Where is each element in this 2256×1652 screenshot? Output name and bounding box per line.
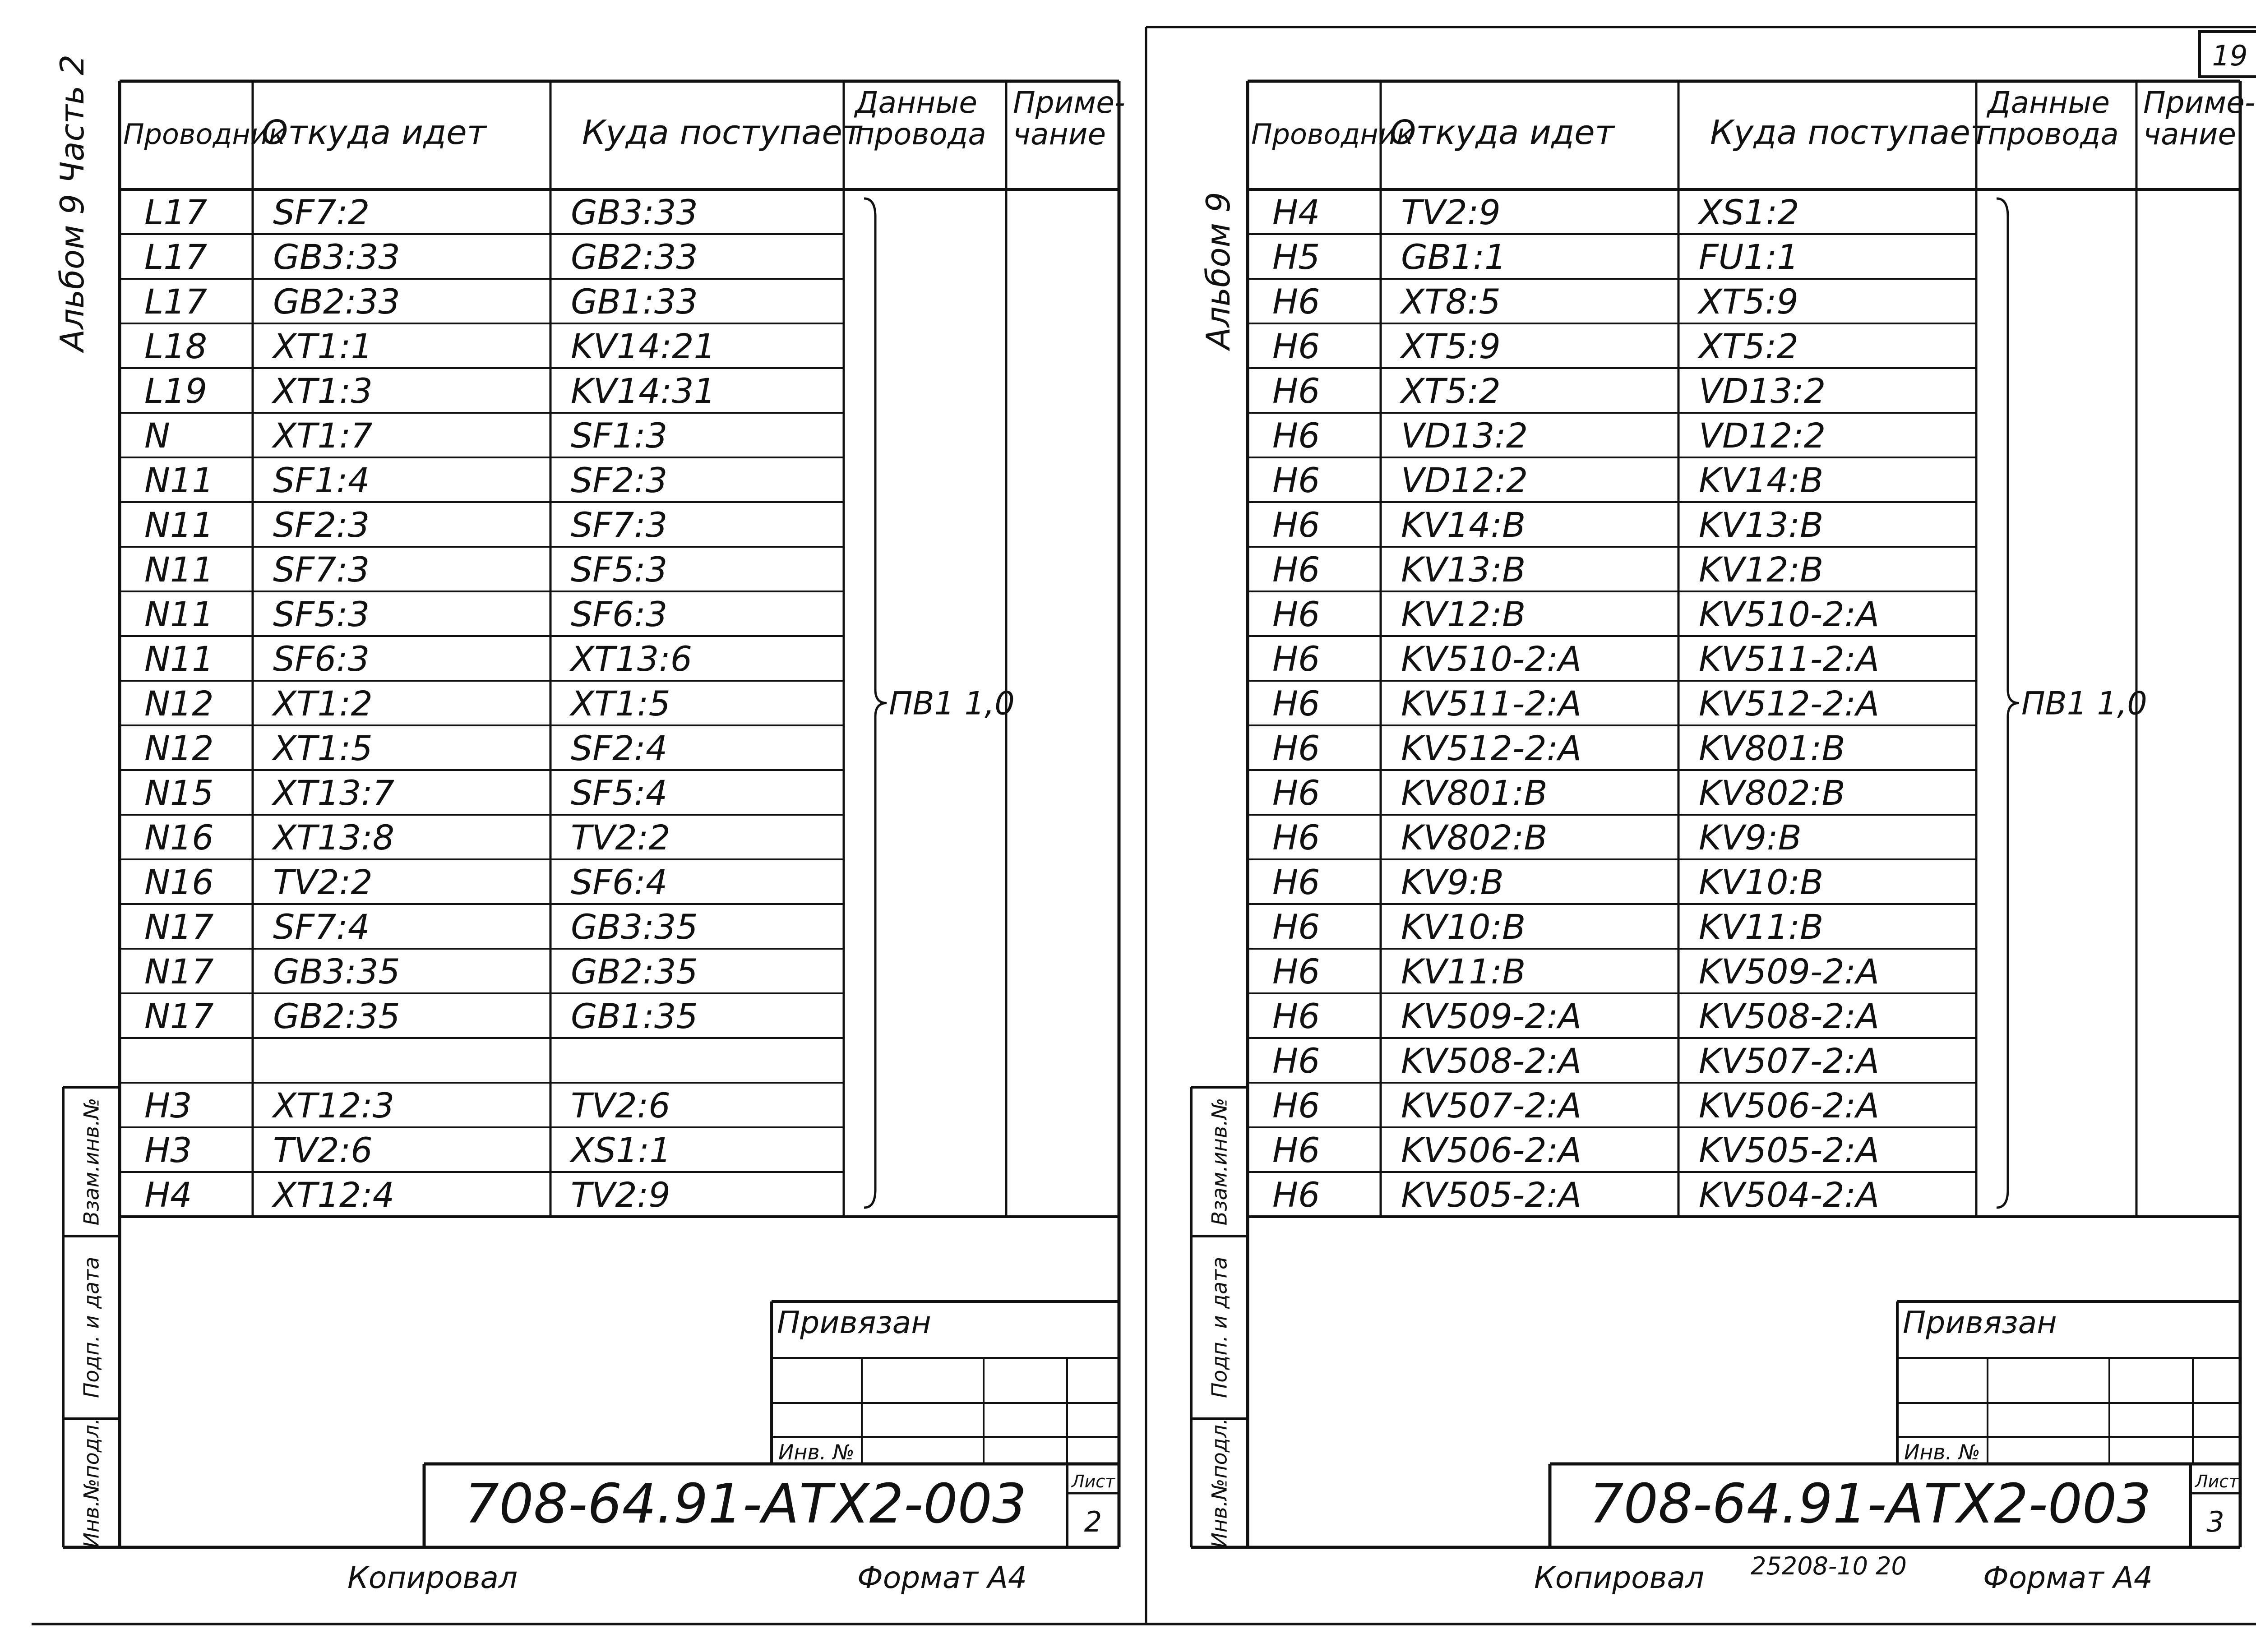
- cell-to: KV11:B: [1699, 907, 1824, 947]
- cell-to: KV506-2:A: [1699, 1085, 1880, 1126]
- side-stamp-label: Подп. и дата: [1207, 1256, 1232, 1398]
- cell-to: GB2:33: [571, 237, 698, 277]
- sheet-number: 2: [1084, 1505, 1102, 1538]
- header-wire-data: провода: [855, 117, 986, 152]
- table-row: [1272, 1085, 1879, 1126]
- bind-label: Привязан: [1903, 1305, 2057, 1341]
- cell-from: KV507-2:A: [1401, 1085, 1582, 1126]
- cell-to: TV2:9: [571, 1175, 670, 1215]
- cell-from: SF2:3: [273, 505, 370, 545]
- table-row: [1272, 1130, 1879, 1170]
- footer-copied: Копировал: [347, 1560, 518, 1595]
- cell-from: GB3:33: [273, 237, 400, 277]
- footer-format: Формат А4: [1983, 1560, 2153, 1595]
- table-row: [1272, 996, 1879, 1036]
- cell-conductor: N15: [144, 773, 214, 813]
- cell-conductor: H6: [1272, 817, 1320, 858]
- table-row: [1272, 773, 1845, 813]
- cell-to: SF5:4: [571, 773, 668, 813]
- cell-conductor: H6: [1272, 639, 1320, 679]
- cell-to: GB2:35: [571, 951, 698, 992]
- header-wire-data: Данные: [855, 85, 978, 120]
- cell-from: KV506-2:A: [1401, 1130, 1582, 1171]
- table-row: [144, 460, 667, 500]
- cell-to: KV12:B: [1699, 549, 1824, 590]
- cell-to: XT1:5: [571, 683, 670, 724]
- cell-conductor: H5: [1272, 237, 1320, 277]
- table-row: [1272, 192, 1799, 232]
- side-stamp-label: Взам.инв.№: [1207, 1098, 1232, 1226]
- cell-from: SF1:4: [273, 460, 370, 501]
- cell-from: VD12:2: [1401, 460, 1528, 501]
- cell-to: VD12:2: [1699, 415, 1826, 456]
- cell-from: KV511-2:A: [1401, 683, 1582, 724]
- cell-conductor: H3: [144, 1085, 192, 1126]
- table-row: [1272, 505, 1823, 545]
- cell-from: XT8:5: [1401, 281, 1501, 322]
- table-row: [144, 371, 716, 411]
- side-stamp-label: Инв.№подл.: [79, 1418, 104, 1548]
- table-row: [144, 549, 667, 590]
- header-wire-data: Данные: [1988, 85, 2110, 120]
- cell-conductor: H6: [1272, 415, 1320, 456]
- header-conductor: Проводник: [123, 118, 286, 151]
- table-row: [1272, 237, 1799, 277]
- cell-to: KV504-2:A: [1699, 1175, 1880, 1215]
- cell-conductor: H6: [1272, 460, 1320, 501]
- table-row: [144, 594, 667, 634]
- cell-from: XT13:7: [273, 773, 395, 813]
- table-row: [144, 237, 698, 277]
- cell-conductor: H6: [1272, 773, 1320, 813]
- cell-from: KV13:B: [1401, 549, 1526, 590]
- cell-from: KV802:B: [1401, 817, 1548, 858]
- cell-to: XS1:1: [571, 1130, 671, 1171]
- cell-to: GB1:33: [571, 281, 698, 322]
- wire-data-value: ПВ1 1,0: [2021, 685, 2147, 722]
- header-to: Куда поступает: [1710, 113, 1990, 152]
- table-row: [1272, 951, 1879, 992]
- cell-conductor: H6: [1272, 505, 1320, 545]
- table-row: [1272, 728, 1845, 768]
- cell-to: KV507-2:A: [1699, 1041, 1880, 1081]
- cell-from: KV14:B: [1401, 505, 1526, 545]
- cell-conductor: N17: [144, 951, 214, 992]
- table-row: [144, 192, 698, 232]
- cell-from: XT5:2: [1401, 371, 1501, 411]
- sheet-number: 3: [2206, 1505, 2224, 1538]
- cell-to: KV10:B: [1699, 862, 1824, 903]
- table-row: [1272, 817, 1802, 858]
- cell-conductor: H4: [1272, 192, 1320, 233]
- cell-conductor: H6: [1272, 1130, 1320, 1171]
- cell-from: XT13:8: [273, 817, 395, 858]
- cell-to: SF6:4: [571, 862, 668, 903]
- cell-from: XT5:9: [1401, 326, 1501, 367]
- cell-from: SF6:3: [273, 639, 370, 679]
- table-row: [144, 996, 698, 1036]
- cell-to: GB1:35: [571, 996, 698, 1037]
- cell-from: KV512-2:A: [1401, 728, 1582, 769]
- cell-to: KV508-2:A: [1699, 996, 1880, 1037]
- header-note: Приме-: [1013, 85, 1125, 120]
- cell-to: KV14:B: [1699, 460, 1824, 501]
- cell-conductor: L18: [144, 326, 208, 367]
- table-row: [144, 1085, 670, 1126]
- cell-conductor: N16: [144, 862, 214, 903]
- cell-conductor: N11: [144, 594, 214, 635]
- table-row: [144, 415, 667, 456]
- cell-to: TV2:2: [571, 817, 670, 858]
- cell-from: SF5:3: [273, 594, 370, 635]
- header-from: Откуда идет: [1390, 113, 1614, 152]
- cell-to: KV801:B: [1699, 728, 1845, 769]
- table-row: [144, 683, 670, 724]
- sheet-label: Лист: [1072, 1472, 1115, 1491]
- cell-conductor: H6: [1272, 1085, 1320, 1126]
- cell-to: KV14:21: [571, 326, 716, 367]
- cell-to: XT5:9: [1699, 281, 1798, 322]
- cell-to: SF2:4: [571, 728, 668, 769]
- document-code: 708-64.91-АТХ2-003: [1589, 1473, 2151, 1536]
- cell-conductor: L17: [144, 237, 208, 277]
- cell-to: KV13:B: [1699, 505, 1824, 545]
- table-row: [144, 817, 670, 858]
- cell-from: XT1:1: [273, 326, 373, 367]
- cell-from: KV505-2:A: [1401, 1175, 1582, 1215]
- cell-from: SF7:4: [273, 907, 370, 947]
- inv-label: Инв. №: [778, 1440, 855, 1464]
- cell-from: KV801:B: [1401, 773, 1548, 813]
- cell-conductor: H4: [144, 1175, 192, 1215]
- header-conductor: Проводник: [1251, 118, 1414, 151]
- table-row: [144, 862, 667, 902]
- cell-conductor: H6: [1272, 549, 1320, 590]
- cell-conductor: N11: [144, 505, 214, 545]
- cell-from: GB3:35: [273, 951, 400, 992]
- cell-conductor: N: [144, 415, 170, 456]
- cell-to: GB3:35: [571, 907, 698, 947]
- cell-conductor: N11: [144, 639, 214, 679]
- cell-from: KV11:B: [1401, 951, 1526, 992]
- album-label: Альбом 9: [1199, 192, 1237, 350]
- header-note: Приме-: [2143, 85, 2256, 120]
- cell-conductor: N11: [144, 549, 214, 590]
- table-row: [144, 281, 698, 322]
- bind-label: Привязан: [777, 1305, 931, 1341]
- header-note: чание: [1013, 117, 1106, 152]
- cell-conductor: H6: [1272, 371, 1320, 411]
- cell-to: XS1:2: [1699, 192, 1799, 233]
- cell-conductor: H6: [1272, 907, 1320, 947]
- cell-to: SF6:3: [571, 594, 668, 635]
- page-number: 19: [2212, 39, 2248, 72]
- cell-conductor: H6: [1272, 1041, 1320, 1081]
- cell-conductor: L17: [144, 192, 208, 233]
- table-row: [144, 1130, 671, 1170]
- side-stamp-label: Инв.№подл.: [1207, 1418, 1232, 1548]
- cell-conductor: H6: [1272, 594, 1320, 635]
- table-row: [1272, 862, 1823, 902]
- cell-to: SF7:3: [571, 505, 668, 545]
- cell-from: KV509-2:A: [1401, 996, 1582, 1037]
- table-row: [1272, 683, 1879, 724]
- footer-order: 25208-10 20: [1751, 1552, 1907, 1580]
- sheet-label: Лист: [2195, 1472, 2239, 1491]
- cell-from: XT1:7: [273, 415, 373, 456]
- cell-to: KV512-2:A: [1699, 683, 1880, 724]
- cell-from: KV508-2:A: [1401, 1041, 1582, 1081]
- album-label: Альбом 9 Часть 2: [53, 54, 91, 352]
- cell-to: GB3:33: [571, 192, 698, 233]
- cell-to: FU1:1: [1699, 237, 1799, 277]
- cell-conductor: N16: [144, 817, 214, 858]
- cell-to: SF2:3: [571, 460, 668, 501]
- table-row: [144, 326, 716, 366]
- header-to: Куда поступает: [582, 113, 862, 152]
- table-row: [1272, 415, 1826, 456]
- table-row: [1272, 594, 1879, 634]
- wire-data-brace: [864, 198, 887, 1208]
- cell-to: SF5:3: [571, 549, 668, 590]
- cell-conductor: H6: [1272, 996, 1320, 1037]
- cell-from: KV10:B: [1401, 907, 1526, 947]
- document-code: 708-64.91-АТХ2-003: [464, 1473, 1027, 1536]
- table-row: [1272, 460, 1823, 500]
- footer-format: Формат А4: [857, 1560, 1027, 1595]
- cell-from: XT1:3: [273, 371, 373, 411]
- cell-from: GB2:33: [273, 281, 400, 322]
- table-row: [144, 728, 667, 768]
- cell-from: SF7:3: [273, 549, 370, 590]
- cell-conductor: H6: [1272, 326, 1320, 367]
- cell-conductor: L17: [144, 281, 208, 322]
- cell-conductor: H6: [1272, 862, 1320, 903]
- header-wire-data: провода: [1988, 117, 2119, 152]
- cell-from: TV2:9: [1401, 192, 1501, 233]
- cell-to: KV14:31: [571, 371, 716, 411]
- cell-from: XT1:5: [273, 728, 373, 769]
- table-row: [1272, 281, 1798, 322]
- cell-to: KV9:B: [1699, 817, 1802, 858]
- cell-to: VD13:2: [1699, 371, 1826, 411]
- cell-from: XT12:3: [273, 1085, 395, 1126]
- cell-to: KV511-2:A: [1699, 639, 1880, 679]
- cell-conductor: N17: [144, 907, 214, 947]
- table-row: [144, 773, 667, 813]
- cell-to: KV509-2:A: [1699, 951, 1880, 992]
- cell-conductor: N12: [144, 728, 214, 769]
- table-row: [1272, 1175, 1879, 1215]
- header-from: Откуда идет: [262, 113, 486, 152]
- cell-from: GB1:1: [1401, 237, 1507, 277]
- cell-from: GB2:35: [273, 996, 400, 1037]
- cell-to: SF1:3: [571, 415, 668, 456]
- table-row: [1272, 907, 1823, 947]
- right-sheet: [1191, 81, 2256, 1595]
- cell-from: KV12:B: [1401, 594, 1526, 635]
- table-row: [1272, 639, 1879, 679]
- wire-data-brace: [1997, 198, 2019, 1208]
- cell-conductor: H6: [1272, 281, 1320, 322]
- table-row: [1272, 549, 1823, 590]
- cell-conductor: N12: [144, 683, 214, 724]
- cell-from: XT12:4: [273, 1175, 395, 1215]
- footer-copied: Копировал: [1534, 1560, 1705, 1595]
- table-row: [1272, 371, 1826, 411]
- table-row: [1272, 1041, 1879, 1081]
- cell-from: KV510-2:A: [1401, 639, 1582, 679]
- cell-conductor: L19: [144, 371, 208, 411]
- cell-conductor: H6: [1272, 951, 1320, 992]
- table-row: [1272, 326, 1798, 366]
- cell-conductor: N11: [144, 460, 214, 501]
- cell-conductor: H6: [1272, 728, 1320, 769]
- cell-conductor: H3: [144, 1130, 192, 1171]
- cell-from: XT1:2: [273, 683, 373, 724]
- cell-from: VD13:2: [1401, 415, 1528, 456]
- cell-to: XT13:6: [571, 639, 693, 679]
- side-stamp-label: Подп. и дата: [79, 1256, 104, 1398]
- table-row: [144, 505, 667, 545]
- side-stamp-label: Взам.инв.№: [79, 1098, 104, 1226]
- cell-from: TV2:6: [273, 1130, 373, 1171]
- table-row: [144, 951, 698, 992]
- cell-from: TV2:2: [273, 862, 373, 903]
- table-row: [144, 907, 698, 947]
- table-row: [144, 1175, 670, 1215]
- cell-to: TV2:6: [571, 1085, 670, 1126]
- cell-from: KV9:B: [1401, 862, 1504, 903]
- inv-label: Инв. №: [1904, 1440, 1980, 1464]
- cell-conductor: H6: [1272, 683, 1320, 724]
- cell-to: KV505-2:A: [1699, 1130, 1880, 1171]
- wire-data-value: ПВ1 1,0: [889, 685, 1015, 722]
- cell-conductor: H6: [1272, 1175, 1320, 1215]
- left-sheet: [53, 55, 1125, 1595]
- cell-conductor: N17: [144, 996, 214, 1037]
- cell-to: KV510-2:A: [1699, 594, 1880, 635]
- table-row: [144, 639, 692, 679]
- cell-to: KV802:B: [1699, 773, 1845, 813]
- cell-to: XT5:2: [1699, 326, 1798, 367]
- header-note: чание: [2143, 117, 2237, 152]
- cell-from: SF7:2: [273, 192, 370, 233]
